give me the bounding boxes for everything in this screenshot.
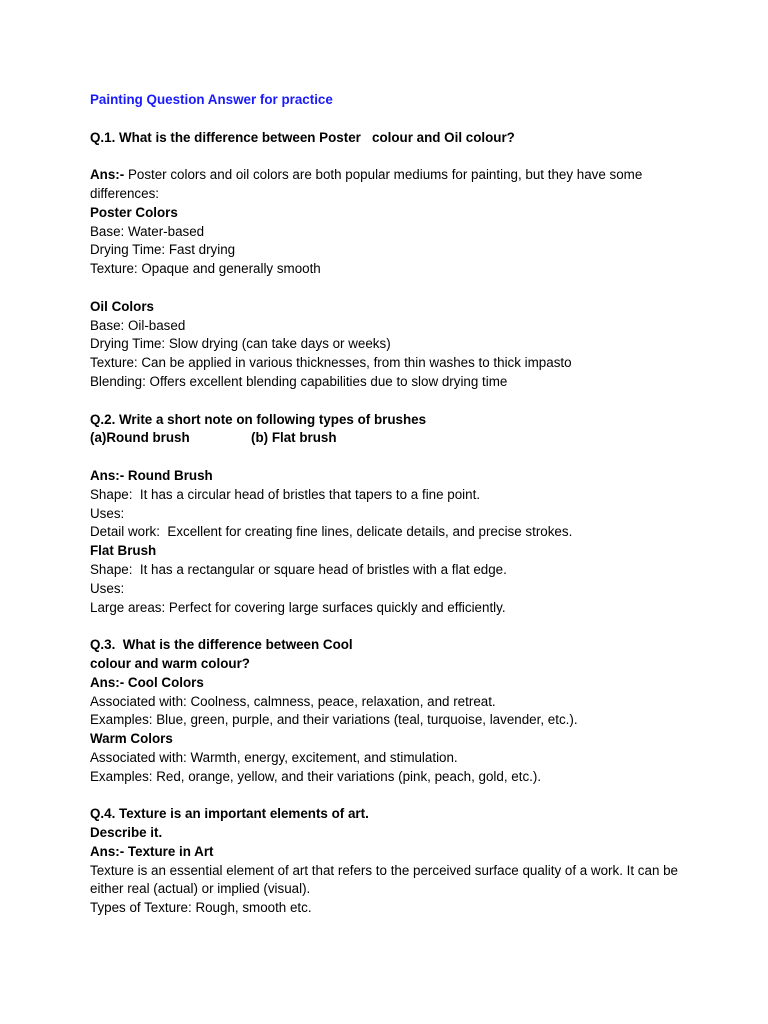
question-2: Q.2. Write a short note on following types of brushes <box>90 411 427 427</box>
spacer <box>90 110 700 129</box>
cool-colors-heading: Ans:- Cool Colors <box>90 674 204 690</box>
cool-colors-line: Associated with: Coolness, calmness, peace, relaxation, and retreat. <box>90 693 496 709</box>
spacer <box>90 617 700 636</box>
round-brush-line: Uses: <box>90 505 125 521</box>
spacer <box>90 147 700 166</box>
option-b: (b) Flat brush <box>251 430 337 446</box>
answer-prefix: Ans:- <box>90 167 125 183</box>
spacer <box>90 279 700 298</box>
flat-brush-heading: Flat Brush <box>90 543 157 559</box>
question-1: Q.1. What is the difference between Poster colour and Oil colour? <box>90 129 515 145</box>
warm-colors-line: Associated with: Warmth, energy, excitement, and stimulation. <box>90 749 458 765</box>
texture-heading: Ans:- Texture in Art <box>90 843 214 859</box>
poster-line: Drying Time: Fast drying <box>90 242 236 258</box>
poster-colors-heading: Poster Colors <box>90 204 178 220</box>
spacer <box>90 448 700 467</box>
poster-line: Texture: Opaque and generally smooth <box>90 261 321 277</box>
flat-brush-line: Large areas: Perfect for covering large surfaces quickly and efficiently. <box>90 599 506 615</box>
document-content <box>90 91 700 918</box>
spacer <box>90 786 700 805</box>
oil-line: Texture: Can be applied in various thicknesses, from thin washes to thick impasto <box>90 355 572 371</box>
round-brush-line: Shape: It has a circular head of bristles that tapers to a fine point. <box>90 486 481 502</box>
texture-body: Texture is an essential element of art that refers to the perceived surface quality of a work. It can be either real (actual) or implied (visual). <box>90 862 679 897</box>
question-3-line-1: Q.3. What is the difference between Cool <box>90 637 353 653</box>
answer-1-text: Poster colors and oil colors are both popular mediums for painting, but they have some differences: <box>90 167 643 201</box>
question-2-options <box>90 429 700 448</box>
round-brush-heading: Ans:- Round Brush <box>90 467 213 483</box>
flat-brush-line: Shape: It has a rectangular or square head of bristles with a flat edge. <box>90 561 507 577</box>
warm-colors-heading: Warm Colors <box>90 731 173 747</box>
document-title: Painting Question Answer for practice <box>90 92 333 107</box>
cool-colors-line: Examples: Blue, green, purple, and their variations (teal, turquoise, lavender, etc.). <box>90 712 578 728</box>
answer-1-intro <box>90 166 700 204</box>
round-brush-line: Detail work: Excellent for creating fine lines, delicate details, and precise strokes. <box>90 524 573 540</box>
oil-colors-heading: Oil Colors <box>90 298 154 314</box>
flat-brush-line: Uses: <box>90 580 125 596</box>
question-3-line-2: colour and warm colour? <box>90 655 250 671</box>
spacer <box>90 392 700 411</box>
question-4-line-1: Q.4. Texture is an important elements of art. <box>90 806 369 822</box>
oil-line: Base: Oil-based <box>90 317 186 333</box>
option-a: (a)Round brush <box>90 430 190 446</box>
texture-types: Types of Texture: Rough, smooth etc. <box>90 900 312 916</box>
oil-line: Blending: Offers excellent blending capabilities due to slow drying time <box>90 373 508 389</box>
poster-line: Base: Water-based <box>90 223 205 239</box>
question-4-line-2: Describe it. <box>90 825 163 841</box>
oil-line: Drying Time: Slow drying (can take days or weeks) <box>90 336 391 352</box>
warm-colors-line: Examples: Red, orange, yellow, and their variations (pink, peach, gold, etc.). <box>90 768 542 784</box>
